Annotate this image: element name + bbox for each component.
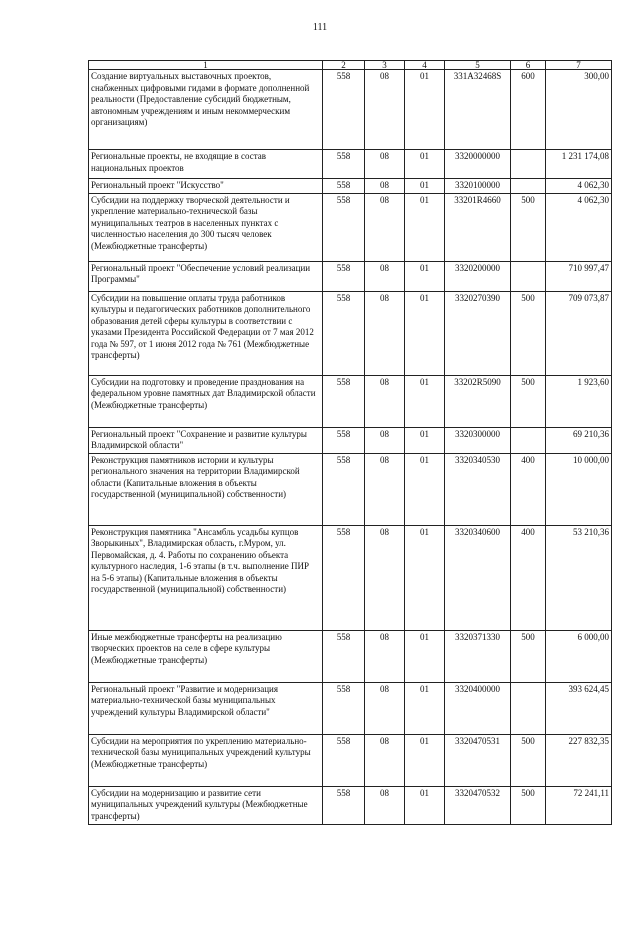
row-subsection-cell: 01 — [405, 261, 445, 291]
row-amount-cell: 69 210,36 — [546, 427, 612, 453]
row-target-article-cell: 33202R5090 — [445, 375, 511, 427]
row-section-cell: 08 — [365, 150, 405, 179]
header-row — [89, 61, 612, 70]
row-name-cell: Региональный проект "Развитие и модернизация материально-технической базы муниципальных учреждений культуры Владимирской области" — [89, 682, 323, 734]
table-row — [89, 179, 612, 194]
row-code-cell: 558 — [323, 150, 365, 179]
row-amount-cell: 300,00 — [546, 70, 612, 150]
row-name-cell: Реконструкция памятника "Ансамбль усадьбы купцов Зворыкиных", Владимирская область, г.Муром, ул. Первомайская, д. 4. Работы по сохранению объекта культурного наследия, 1-6 этапы (в т.ч. выполнение ПИР на 5-6 этапы) (Капитальные вложения в объекты государственной (муниципальной) собственности) — [89, 525, 323, 630]
row-section-cell: 08 — [365, 734, 405, 786]
row-target-article-cell: 3320340530 — [445, 453, 511, 525]
row-amount-cell: 393 624,45 — [546, 682, 612, 734]
row-expense-type-cell — [511, 261, 546, 291]
row-subsection-cell: 01 — [405, 786, 445, 824]
header-cell: 7 — [546, 61, 612, 70]
row-target-article-cell: 3320200000 — [445, 261, 511, 291]
row-subsection-cell: 01 — [405, 453, 445, 525]
header-cell: 2 — [323, 61, 365, 70]
row-name-cell: Региональный проект "Искусство" — [89, 179, 323, 194]
row-target-article-cell: 33201R4660 — [445, 193, 511, 261]
row-section-cell: 08 — [365, 453, 405, 525]
row-name-cell: Субсидии на поддержку творческой деятельности и укрепление материально-технической базы муниципальных театров в населенных пунктах с численностью населения до 300 тысяч человек (Межбюджетные трансферты) — [89, 193, 323, 261]
row-expense-type-cell — [511, 427, 546, 453]
row-amount-cell: 1 923,60 — [546, 375, 612, 427]
row-expense-type-cell: 400 — [511, 453, 546, 525]
row-subsection-cell: 01 — [405, 193, 445, 261]
header-cell: 5 — [445, 61, 511, 70]
row-name-cell: Реконструкция памятников истории и культуры регионального значения на территории Владимирской области (Капитальные вложения в объекты государственной (муниципальной) собственности) — [89, 453, 323, 525]
row-amount-cell: 53 210,36 — [546, 525, 612, 630]
row-subsection-cell: 01 — [405, 525, 445, 630]
row-code-cell: 558 — [323, 525, 365, 630]
row-name-cell: Субсидии на подготовку и проведение празднования на федеральном уровне памятных дат Владимирской области (Межбюджетные трансферты) — [89, 375, 323, 427]
row-target-article-cell: 3320470532 — [445, 786, 511, 824]
row-amount-cell: 710 997,47 — [546, 261, 612, 291]
header-cell: 4 — [405, 61, 445, 70]
row-expense-type-cell — [511, 682, 546, 734]
budget-table — [88, 60, 612, 825]
row-code-cell: 558 — [323, 291, 365, 375]
table-row — [89, 630, 612, 682]
row-expense-type-cell — [511, 150, 546, 179]
row-code-cell: 558 — [323, 261, 365, 291]
row-section-cell: 08 — [365, 525, 405, 630]
row-section-cell: 08 — [365, 70, 405, 150]
row-expense-type-cell: 500 — [511, 734, 546, 786]
table-row — [89, 682, 612, 734]
row-expense-type-cell: 500 — [511, 193, 546, 261]
table-row — [89, 150, 612, 179]
row-name-cell: Субсидии на повышение оплаты труда работников культуры и педагогических работников дополнительного образования детей сферы культуры в соответствии с указами Президента Российской Федерации от 7 мая 2012 года № 597, от 1 июня 2012 года № 761 (Межбюджетные трансферты) — [89, 291, 323, 375]
row-expense-type-cell: 500 — [511, 630, 546, 682]
row-target-article-cell: 331A32468S — [445, 70, 511, 150]
row-expense-type-cell: 600 — [511, 70, 546, 150]
row-subsection-cell: 01 — [405, 375, 445, 427]
row-subsection-cell: 01 — [405, 734, 445, 786]
table-row — [89, 525, 612, 630]
row-target-article-cell: 3320400000 — [445, 682, 511, 734]
row-code-cell: 558 — [323, 734, 365, 786]
row-code-cell: 558 — [323, 375, 365, 427]
row-amount-cell: 1 231 174,08 — [546, 150, 612, 179]
table-row — [89, 375, 612, 427]
row-amount-cell: 6 000,00 — [546, 630, 612, 682]
row-subsection-cell: 01 — [405, 630, 445, 682]
row-code-cell: 558 — [323, 427, 365, 453]
row-code-cell: 558 — [323, 193, 365, 261]
row-amount-cell: 227 832,35 — [546, 734, 612, 786]
row-amount-cell: 10 000,00 — [546, 453, 612, 525]
row-section-cell: 08 — [365, 375, 405, 427]
row-target-article-cell: 3320000000 — [445, 150, 511, 179]
row-section-cell: 08 — [365, 193, 405, 261]
table-row — [89, 193, 612, 261]
row-subsection-cell: 01 — [405, 427, 445, 453]
row-section-cell: 08 — [365, 630, 405, 682]
row-name-cell: Субсидии на мероприятия по укреплению материально-технической базы муниципальных учреждений культуры (Межбюджетные трансферты) — [89, 734, 323, 786]
row-expense-type-cell: 500 — [511, 375, 546, 427]
row-section-cell: 08 — [365, 786, 405, 824]
row-amount-cell: 72 241,11 — [546, 786, 612, 824]
table-row — [89, 70, 612, 150]
row-section-cell: 08 — [365, 682, 405, 734]
table-row — [89, 734, 612, 786]
row-target-article-cell: 3320100000 — [445, 179, 511, 194]
row-target-article-cell: 3320300000 — [445, 427, 511, 453]
row-amount-cell: 4 062,30 — [546, 179, 612, 194]
row-subsection-cell: 01 — [405, 291, 445, 375]
row-section-cell: 08 — [365, 261, 405, 291]
row-name-cell: Региональные проекты, не входящие в состав национальных проектов — [89, 150, 323, 179]
row-target-article-cell: 3320470531 — [445, 734, 511, 786]
header-cell: 3 — [365, 61, 405, 70]
row-expense-type-cell: 500 — [511, 291, 546, 375]
table-row — [89, 261, 612, 291]
table-row — [89, 427, 612, 453]
row-subsection-cell: 01 — [405, 179, 445, 194]
row-name-cell: Создание виртуальных выставочных проектов, снабженных цифровыми гидами в формате дополненной реальности (Предоставление субсидий бюджетным, автономным учреждениям и иным некоммерческим организациям) — [89, 70, 323, 150]
table-row — [89, 291, 612, 375]
row-section-cell: 08 — [365, 427, 405, 453]
row-name-cell: Региональный проект "Обеспечение условий реализации Программы" — [89, 261, 323, 291]
row-expense-type-cell — [511, 179, 546, 194]
table-row — [89, 786, 612, 824]
row-section-cell: 08 — [365, 179, 405, 194]
row-expense-type-cell: 500 — [511, 786, 546, 824]
header-cell: 1 — [89, 61, 323, 70]
row-subsection-cell: 01 — [405, 682, 445, 734]
row-target-article-cell: 3320340600 — [445, 525, 511, 630]
row-code-cell: 558 — [323, 786, 365, 824]
row-code-cell: 558 — [323, 630, 365, 682]
row-code-cell: 558 — [323, 70, 365, 150]
row-code-cell: 558 — [323, 682, 365, 734]
page-number: 111 — [312, 22, 328, 33]
row-section-cell: 08 — [365, 291, 405, 375]
row-target-article-cell: 3320270390 — [445, 291, 511, 375]
row-amount-cell: 709 073,87 — [546, 291, 612, 375]
row-name-cell: Иные межбюджетные трансферты на реализацию творческих проектов на селе в сфере культуры (Межбюджетные трансферты) — [89, 630, 323, 682]
row-subsection-cell: 01 — [405, 150, 445, 179]
row-code-cell: 558 — [323, 179, 365, 194]
row-target-article-cell: 3320371330 — [445, 630, 511, 682]
row-name-cell: Региональный проект "Сохранение и развитие культуры Владимирской области" — [89, 427, 323, 453]
row-name-cell: Субсидии на модернизацию и развитие сети муниципальных учреждений культуры (Межбюджетные трансферты) — [89, 786, 323, 824]
row-code-cell: 558 — [323, 453, 365, 525]
row-expense-type-cell: 400 — [511, 525, 546, 630]
header-cell: 6 — [511, 61, 546, 70]
table-row — [89, 453, 612, 525]
row-subsection-cell: 01 — [405, 70, 445, 150]
row-amount-cell: 4 062,30 — [546, 193, 612, 261]
